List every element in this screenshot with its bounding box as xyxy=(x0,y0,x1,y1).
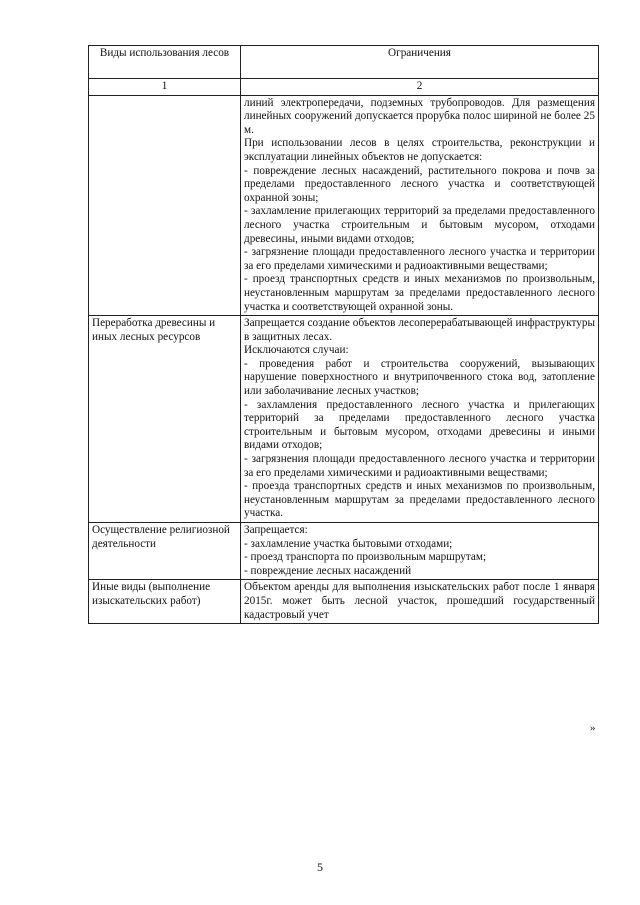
restriction-paragraph: Объектом аренды для выполнения изыскательских работ после 1 января 2015г. может быть лесной участок, прошедший государственный кадастровый учет xyxy=(244,581,595,621)
table-row xyxy=(89,580,599,624)
restriction-paragraph: линий электропередачи, подземных трубопроводов. Для размещения линейных сооружений допускается прорубка полос шириной не более 25 м. xyxy=(244,96,595,136)
header-forest-use-types: Виды использования лесов xyxy=(89,46,241,79)
page-number: 5 xyxy=(317,860,323,874)
header-restrictions: Ограничения xyxy=(241,46,599,79)
restriction-paragraph: Запрещается: xyxy=(244,524,308,536)
table-row xyxy=(89,316,599,523)
restriction-paragraph: - загрязнение площади предоставленного лесного участка и территории за его пределами химическими и радиоактивными веществами; xyxy=(244,246,595,272)
use-type-cell: Осуществление религиозной деятельности xyxy=(89,523,241,580)
restrictions-cell xyxy=(241,523,599,580)
forest-use-restrictions-table xyxy=(88,45,599,624)
table-row xyxy=(89,523,599,580)
table-row xyxy=(89,95,599,316)
restriction-paragraph: При использовании лесов в целях строительства, реконструкции и эксплуатации линейных объектов не допускается: xyxy=(244,137,595,163)
restriction-paragraph: Запрещается создание объектов лесоперерабатывающей инфраструктуры в защитных лесах. xyxy=(244,317,595,343)
restriction-paragraph: - проведения работ и строительства сооружений, вызывающих нарушение поверхностного и внутрипочвенного стока вод, затопление или заболачивание лесных участков; xyxy=(244,357,595,398)
restriction-paragraph: - захламление участка бытовыми отходами; xyxy=(244,537,453,550)
restriction-paragraph: - проезда транспортных средств и иных механизмов по произвольным, неустановленным маршрутам за пределами предоставленного лесного участка. xyxy=(244,480,595,520)
restrictions-cell xyxy=(241,580,599,624)
column-number-2: 2 xyxy=(241,79,599,96)
use-type-cell: Переработка древесины и иных лесных ресурсов xyxy=(89,316,241,523)
column-number-1: 1 xyxy=(89,79,241,96)
restriction-paragraph: - захламление прилегающих территорий за пределами предоставленного лесного участка строительным и бытовым мусором, отходами древесины, иными видами отходов; xyxy=(244,205,595,245)
restriction-paragraph: - захламления предоставленного лесного участка и прилегающих территорий за пределами предоставленного лесного участка строительным и бытовым мусором, отходами древесины и иными видами отходов; xyxy=(244,398,595,452)
restriction-paragraph: - проезд транспорта по произвольным маршрутам; xyxy=(244,551,487,564)
restrictions-cell xyxy=(241,95,599,316)
restriction-paragraph: - проезд транспортных средств и иных механизмов по произвольным, неустановленным маршрутам за пределами предоставленного лесного участка и соответствующей охранной зоны. xyxy=(244,273,595,313)
continuation-mark: » xyxy=(590,722,596,734)
restriction-paragraph: - повреждение лесных насаждений, растительного покрова и почв за пределами предоставленного лесного участка и соответствующей охранной зоны; xyxy=(244,164,595,204)
restriction-paragraph: - повреждение лесных насаждений xyxy=(244,564,412,577)
column-number-row xyxy=(89,79,599,96)
restriction-paragraph: Исключаются случаи: xyxy=(244,344,349,357)
restrictions-cell xyxy=(241,316,599,523)
table-header-row xyxy=(89,46,599,79)
use-type-cell xyxy=(89,95,241,316)
restriction-paragraph: - загрязнения площади предоставленного лесного участка и территории за его пределами химическими и радиоактивными веществами; xyxy=(244,453,595,479)
use-type-cell: Иные виды (выполнение изыскательских работ) xyxy=(89,580,241,624)
